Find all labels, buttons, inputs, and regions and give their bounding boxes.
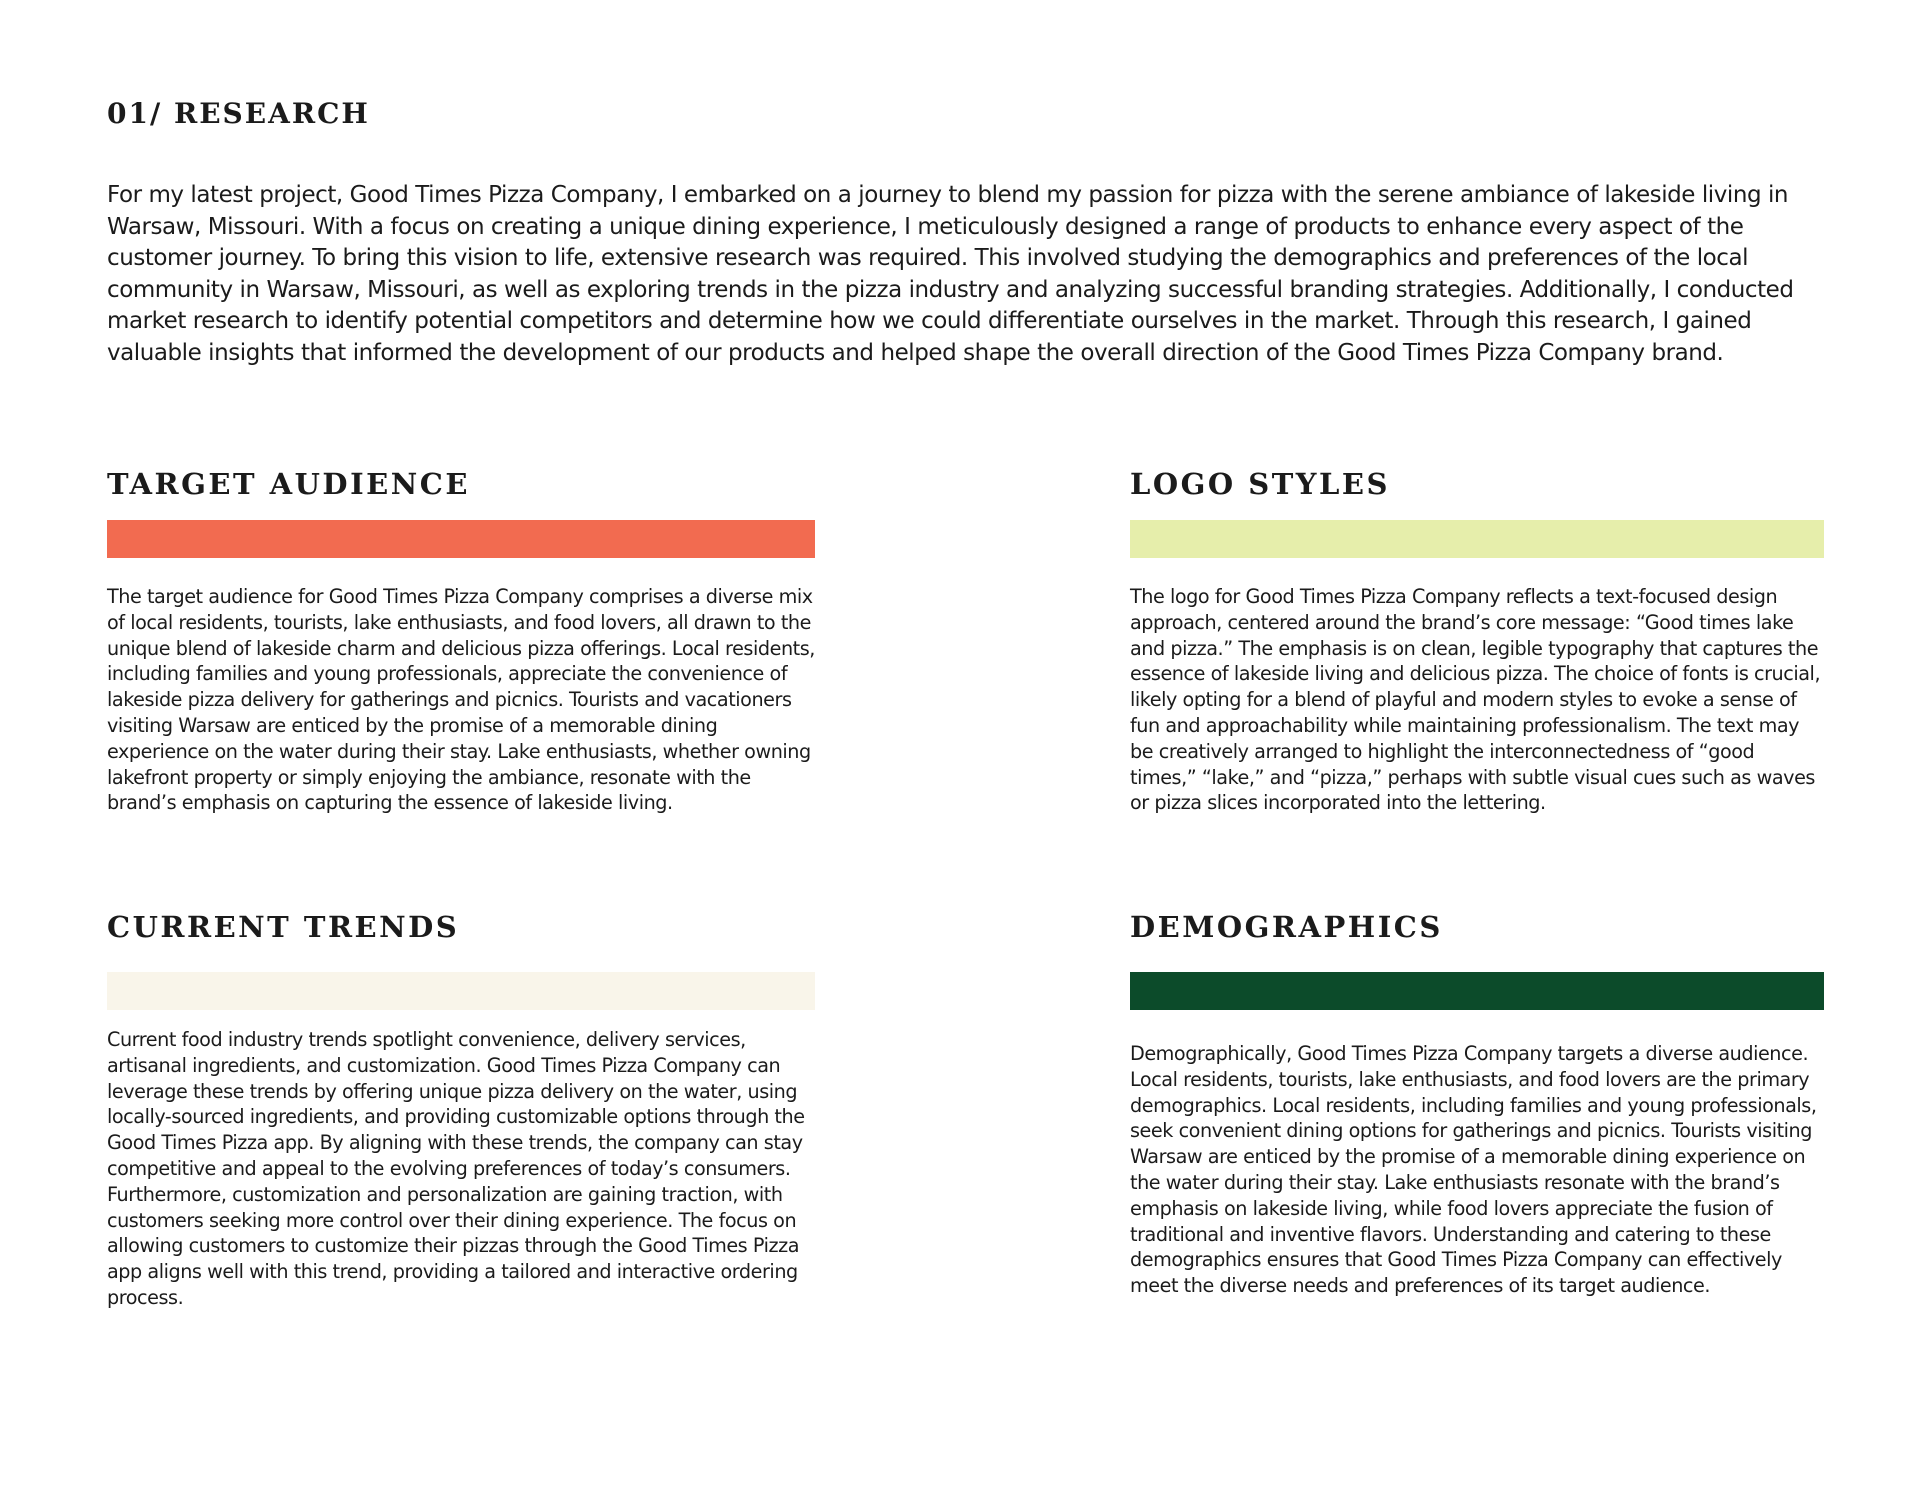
logo-styles-color-swatch [1130,520,1824,558]
logo-styles-section [1130,467,1824,815]
page-title: 01/ RESEARCH [107,97,370,130]
target-audience-color-swatch [107,520,815,558]
intro-paragraph: For my latest project, Good Times Pizza Company, I embarked on a journey to blend my passion for pizza with the serene ambiance of lakeside living in Warsaw, Missouri. With a focus on creating a unique dining experience, I meticulously designed a range of products to enhance every aspect of the customer journey. To bring this vision to life, extensive research was required. This involved studying the demographics and preferences of the local community in Warsaw, Missouri, as well as exploring trends in the pizza industry and analyzing successful branding strategies. Additionally, I conducted market research to identify potential competitors and determine how we could differentiate ourselves in the market. Through this research, I gained valuable insights that informed the development of our products and helped shape the overall direction of the Good Times Pizza Company brand. [107,182,1794,366]
demographics-color-swatch [1130,972,1824,1010]
current-trends-heading: CURRENT TRENDS [107,910,460,944]
logo-styles-heading: LOGO STYLES [1130,467,1390,501]
demographics-body: Demographically, Good Times Pizza Company targets a diverse audience. Local residents, tourists, lake enthusiasts, and food lovers are the primary demographics. Local residents, including families and young professionals, seek convenient dining options for gatherings and picnics. Tourists visiting Warsaw are enticed by the promise of a memorable dining experience on the water during their stay. Lake enthusiasts resonate with the brand’s emphasis on lakeside living, while food lovers appreciate the fusion of traditional and inventive flavors. Understanding and catering to these demographics ensures that Good Times Pizza Company can effectively meet the diverse needs and preferences of its target audience. [1130,1042,1817,1298]
logo-styles-body: The logo for Good Times Pizza Company reflects a text-focused design approach, centered around the brand’s core message: “Good times lake and pizza.” The emphasis is on clean, legible typography that captures the essence of lakeside living and delicious pizza. The choice of fonts is crucial, likely opting for a blend of playful and modern styles to evoke a sense of fun and approachability while maintaining professionalism. The text may be creatively arranged to highlight the interconnectedness of “good times,” “lake,” and “pizza,” perhaps with subtle visual cues such as waves or pizza slices incorporated into the lettering. [1130,585,1821,815]
current-trends-color-swatch [107,972,815,1010]
current-trends-body: Current food industry trends spotlight convenience, delivery services, artisanal ingredients, and customization. Good Times Pizza Company can leverage these trends by offering unique pizza delivery on the water, using locally-sourced ingredients, and providing customizable options through the Good Times Pizza app. By aligning with these trends, the company can stay competitive and appeal to the evolving preferences of today’s consumers. Furthermore, customization and personalization are gaining traction, with customers seeking more control over their dining experience. The focus on allowing customers to customize their pizzas through the Good Times Pizza app aligns well with this trend, providing a tailored and interactive ordering process. [107,1028,805,1309]
target-audience-section [107,467,815,815]
target-audience-heading: TARGET AUDIENCE [107,467,470,501]
target-audience-body: The target audience for Good Times Pizza Company comprises a diverse mix of local residents, tourists, lake enthusiasts, and food lovers, all drawn to the unique blend of lakeside charm and delicious pizza offerings. Local residents, including families and young professionals, appreciate the convenience of lakeside pizza delivery for gatherings and picnics. Tourists and vacationers visiting Warsaw are enticed by the promise of a memorable dining experience on the water during their stay. Lake enthusiasts, whether owning lakefront property or simply enjoying the ambiance, resonate with the brand’s emphasis on capturing the essence of lakeside living. [107,585,815,815]
current-trends-section [107,910,815,1309]
demographics-heading: DEMOGRAPHICS [1130,910,1443,944]
demographics-section [1130,910,1824,1298]
